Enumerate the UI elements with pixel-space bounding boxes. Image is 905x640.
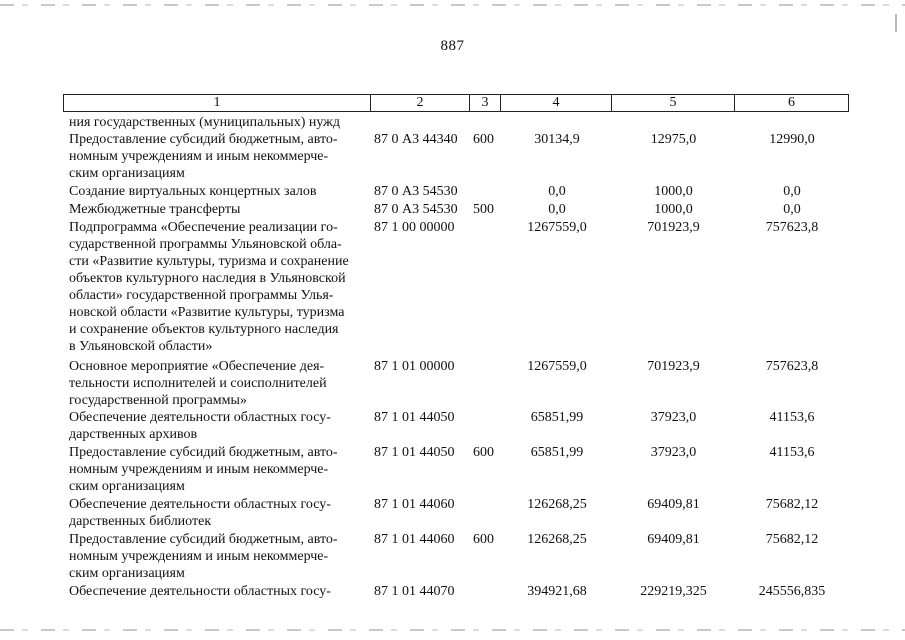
row-code: 87 0 А3 54530: [374, 184, 458, 199]
row-code: 87 0 А3 44340: [374, 132, 458, 147]
row-code: 87 1 01 44060: [374, 532, 455, 547]
row-value-6: 0,0: [783, 184, 801, 199]
row-value-4: 65851,99: [530, 410, 584, 425]
row-value-5: 37923,0: [650, 445, 697, 460]
row-expense-type: 600: [473, 132, 494, 147]
row-description: Предоставление субсидий бюджетным, авто- номным учреждениям и иным некоммерче- ским организациям: [69, 445, 338, 494]
row-value-6: 75682,12: [765, 497, 819, 512]
row-value-4: 1267559,0: [527, 359, 587, 374]
row-value-4: 30134,9: [534, 132, 580, 147]
row-value-5: 1000,0: [654, 202, 693, 217]
row-expense-type: 500: [473, 202, 494, 217]
column-header-5: 5: [612, 95, 735, 111]
column-header-4: 4: [501, 95, 612, 111]
scan-edge-mark: [895, 14, 897, 32]
row-code: 87 1 00 00000: [374, 220, 455, 235]
row-value-6: 41153,6: [769, 410, 815, 425]
row-description: Обеспечение деятельности областных госу- дарственных архивов: [69, 410, 331, 442]
row-value-6: 757623,8: [765, 359, 819, 374]
bottom-scan-edge: [0, 629, 905, 631]
row-description: Предоставление субсидий бюджетным, авто- номным учреждениям и иным некоммерче- ским организациям: [69, 532, 338, 581]
row-code: 87 0 А3 54530: [374, 202, 458, 217]
table-header: [63, 94, 849, 112]
page-number: 887: [440, 38, 465, 54]
row-value-5: 69409,81: [647, 497, 700, 512]
column-header-1: 1: [64, 95, 371, 111]
row-value-4: 1267559,0: [527, 220, 587, 235]
row-description: Создание виртуальных концертных залов: [69, 184, 317, 199]
row-description: Межбюджетные трансферты: [69, 202, 241, 217]
row-value-6: 245556,835: [758, 584, 826, 599]
row-value-6: 0,0: [783, 202, 801, 217]
row-value-4: 394921,68: [527, 584, 587, 599]
row-value-5: 701923,9: [647, 220, 700, 235]
row-value-5: 69409,81: [647, 532, 700, 547]
row-expense-type: 600: [473, 445, 494, 460]
row-value-5: 701923,9: [647, 359, 700, 374]
row-code: 87 1 01 00000: [374, 359, 455, 374]
row-value-5: 229219,325: [640, 584, 707, 599]
top-scan-edge: [0, 4, 905, 6]
row-description: Обеспечение деятельности областных госу- дарственных библиотек: [69, 497, 331, 529]
row-code: 87 1 01 44060: [374, 497, 455, 512]
row-description: Предоставление субсидий бюджетным, авто- номным учреждениям и иным некоммерче- ским организациям: [69, 132, 338, 181]
row-expense-type: 600: [473, 532, 494, 547]
row-code: 87 1 01 44050: [374, 445, 455, 460]
row-value-6: 41153,6: [769, 445, 815, 460]
column-header-2: 2: [371, 95, 470, 111]
row-description: Подпрограмма «Обеспечение реализации го- сударственной программы Ульяновской обла- сти «Развитие культуры, туризма и сохранение объектов культурного наследия в Ульяновской области» государственной программы Улья- новской области «Развитие культуры, туризма и сохранение объектов культурного наследия в Ульяновской области»: [69, 220, 349, 354]
column-header-3: 3: [470, 95, 501, 111]
row-value-6: 757623,8: [765, 220, 819, 235]
row-value-4: 126268,25: [527, 497, 587, 512]
row-value-4: 126268,25: [527, 532, 587, 547]
column-header-6: 6: [788, 95, 795, 110]
row-value-6: 75682,12: [765, 532, 819, 547]
row-value-5: 12975,0: [650, 132, 697, 147]
row-value-6: 12990,0: [769, 132, 815, 147]
row-value-5: 37923,0: [650, 410, 697, 425]
row-value-5: 1000,0: [654, 184, 693, 199]
row-code: 87 1 01 44050: [374, 410, 455, 425]
row-value-4: 0,0: [548, 202, 566, 217]
row-description: ния государственных (муниципальных) нужд: [69, 115, 340, 130]
row-code: 87 1 01 44070: [374, 584, 455, 599]
row-value-4: 0,0: [548, 184, 566, 199]
row-description: Обеспечение деятельности областных госу-: [69, 584, 331, 599]
row-value-4: 65851,99: [530, 445, 584, 460]
row-description: Основное мероприятие «Обеспечение дея- тельности исполнителей и соисполнителей государственной программы»: [69, 359, 327, 408]
